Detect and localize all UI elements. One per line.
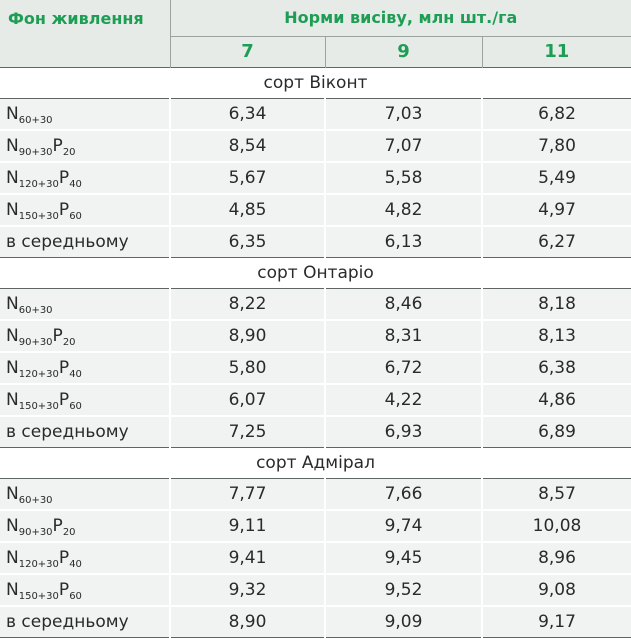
table-body: [0, 67, 631, 637]
table-row: [0, 384, 631, 416]
average-label: в середньому: [0, 226, 170, 258]
fertilizer-n-sub: 90+30: [18, 526, 53, 538]
average-value: 9,09: [325, 606, 482, 638]
section-title: сорт Адмірал: [0, 447, 631, 478]
value-cell: 9,08: [482, 574, 631, 606]
value-cell: 6,82: [482, 98, 631, 130]
norm-header-9: 9: [325, 36, 482, 67]
value-cell: 8,18: [482, 288, 631, 320]
fertilizer-label: [0, 478, 170, 510]
section-title: сорт Онтаріо: [0, 257, 631, 288]
table-row: [0, 98, 631, 130]
fertilizer-p-sub: 40: [69, 558, 82, 570]
norms-header: Норми висіву, млн шт./га: [284, 8, 518, 28]
value-cell: 8,46: [325, 288, 482, 320]
fertilizer-p-sub: 60: [69, 400, 82, 412]
section-row: [0, 67, 631, 98]
fertilizer-n: N: [6, 293, 19, 314]
average-label: в середньому: [0, 606, 170, 638]
value-cell: 8,96: [482, 542, 631, 574]
average-value: 7,25: [170, 416, 325, 448]
value-cell: 6,38: [482, 352, 631, 384]
value-cell: 4,22: [325, 384, 482, 416]
value-cell: 9,45: [325, 542, 482, 574]
table-row: [0, 162, 631, 194]
fertilizer-p: P: [52, 325, 63, 346]
fertilizer-n: N: [6, 167, 19, 188]
value-cell: 5,49: [482, 162, 631, 194]
fertilizer-n: N: [6, 515, 19, 536]
fertilizer-n: N: [6, 547, 19, 568]
value-cell: 8,90: [170, 320, 325, 352]
fertilizer-n: N: [6, 483, 19, 504]
value-cell: 4,85: [170, 194, 325, 226]
fertilizer-p-sub: 20: [62, 146, 76, 158]
fertilizer-label: [0, 98, 170, 130]
value-cell: 8,57: [482, 478, 631, 510]
fertilizer-p: P: [52, 515, 63, 536]
fertilizer-p-sub: 60: [69, 590, 82, 602]
fertilizer-label: [0, 352, 170, 384]
table-row: [0, 352, 631, 384]
fertilizer-p-sub: 20: [62, 526, 76, 538]
fertilizer-n: N: [6, 135, 19, 156]
value-cell: 7,03: [325, 98, 482, 130]
value-cell: 7,80: [482, 130, 631, 162]
norm-header-7: 7: [170, 36, 325, 67]
fertilizer-p-sub: 20: [62, 336, 76, 348]
table-row: [0, 574, 631, 606]
norm-header-11: 11: [482, 36, 631, 67]
average-value: 8,90: [170, 606, 325, 638]
value-cell: 4,86: [482, 384, 631, 416]
value-cell: 6,72: [325, 352, 482, 384]
table-row: [0, 478, 631, 510]
value-cell: 9,74: [325, 510, 482, 542]
value-cell: 5,80: [170, 352, 325, 384]
value-cell: 7,07: [325, 130, 482, 162]
fertilizer-label: [0, 574, 170, 606]
fertilizer-n-sub: 60+30: [18, 304, 53, 316]
section-row: [0, 447, 631, 478]
section-title: сорт Віконт: [0, 67, 631, 98]
average-row: [0, 226, 631, 258]
average-value: 6,27: [482, 226, 631, 258]
fertilizer-n-sub: 60+30: [18, 114, 53, 126]
fertilizer-label: [0, 194, 170, 226]
value-cell: 8,22: [170, 288, 325, 320]
average-value: 6,93: [325, 416, 482, 448]
fertilizer-p: P: [58, 389, 70, 410]
fertilizer-label: [0, 510, 170, 542]
fertilizer-p-sub: 40: [69, 178, 82, 190]
fertilizer-n-sub: 150+30: [18, 590, 59, 602]
fertilizer-n: N: [6, 325, 19, 346]
fertilizer-n: N: [6, 579, 19, 600]
value-cell: 8,54: [170, 130, 325, 162]
fertilizer-label: [0, 288, 170, 320]
section-row: [0, 257, 631, 288]
value-cell: 4,82: [325, 194, 482, 226]
average-row: [0, 606, 631, 638]
value-cell: 8,31: [325, 320, 482, 352]
value-cell: 9,11: [170, 510, 325, 542]
fertilizer-p: P: [58, 199, 70, 220]
value-cell: 10,08: [482, 510, 631, 542]
value-cell: 9,41: [170, 542, 325, 574]
fertilizer-n-sub: 90+30: [18, 146, 53, 158]
fon-header: Фон живлення: [0, 0, 170, 67]
average-label: в середньому: [0, 416, 170, 448]
fertilizer-p-sub: 40: [69, 368, 82, 380]
fertilizer-label: [0, 130, 170, 162]
fertilizer-label: [0, 542, 170, 574]
fertilizer-n-sub: 120+30: [18, 558, 59, 570]
table-row: [0, 510, 631, 542]
value-cell: 9,52: [325, 574, 482, 606]
average-value: 6,89: [482, 416, 631, 448]
value-cell: 5,58: [325, 162, 482, 194]
fertilizer-n-sub: 120+30: [18, 178, 59, 190]
table-row: [0, 130, 631, 162]
value-cell: 4,97: [482, 194, 631, 226]
fertilizer-n: N: [6, 103, 19, 124]
fertilizer-label: [0, 320, 170, 352]
value-cell: 6,34: [170, 98, 325, 130]
average-value: 6,13: [325, 226, 482, 258]
fertilizer-n-sub: 90+30: [18, 336, 53, 348]
fertilizer-p: P: [52, 135, 63, 156]
fertilizer-p-sub: 60: [69, 210, 82, 222]
fertilizer-p: P: [58, 357, 70, 378]
average-row: [0, 416, 631, 448]
table-row: [0, 542, 631, 574]
fertilizer-n: N: [6, 199, 19, 220]
fertilizer-n: N: [6, 357, 19, 378]
fertilizer-label: [0, 384, 170, 416]
table-row: [0, 194, 631, 226]
fertilizer-p: P: [58, 547, 70, 568]
value-cell: 7,66: [325, 478, 482, 510]
fertilizer-n-sub: 120+30: [18, 368, 59, 380]
value-cell: 5,67: [170, 162, 325, 194]
value-cell: 8,13: [482, 320, 631, 352]
table-row: [0, 320, 631, 352]
fertilizer-n-sub: 150+30: [18, 400, 59, 412]
fertilizer-p: P: [58, 167, 70, 188]
fertilizer-n: N: [6, 389, 19, 410]
value-cell: 7,77: [170, 478, 325, 510]
fertilizer-n-sub: 150+30: [18, 210, 59, 222]
average-value: 9,17: [482, 606, 631, 638]
value-cell: 6,07: [170, 384, 325, 416]
fertilizer-n-sub: 60+30: [18, 494, 53, 506]
average-value: 6,35: [170, 226, 325, 258]
value-cell: 9,32: [170, 574, 325, 606]
table-row: [0, 288, 631, 320]
fertilizer-label: [0, 162, 170, 194]
fertilizer-p: P: [58, 579, 70, 600]
